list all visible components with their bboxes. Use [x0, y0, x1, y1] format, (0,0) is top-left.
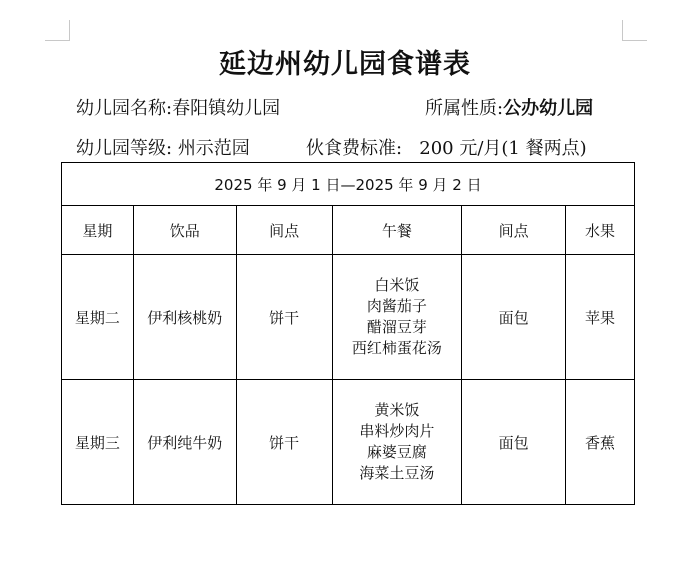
lunch-item: 白米饭 — [374, 276, 420, 294]
page-corner-mark-top-left — [45, 20, 70, 41]
fruit-cell: 香蕉 — [566, 380, 635, 505]
page-corner-mark-top-right — [622, 20, 647, 41]
header-lunch: 午餐 — [332, 206, 462, 255]
drink-cell: 伊利纯牛奶 — [133, 380, 236, 505]
table-row — [62, 380, 635, 505]
drink-cell: 伊利核桃奶 — [133, 255, 236, 380]
kindergarten-nature-line — [425, 94, 593, 120]
kindergarten-name-value: 春阳镇幼儿园 — [172, 98, 281, 119]
date-range-row — [62, 163, 635, 206]
lunch-cell — [332, 380, 462, 505]
menu-table — [61, 162, 635, 505]
kindergarten-level-label: 幼儿园等级: — [76, 138, 173, 159]
snack-1-cell: 饼干 — [236, 380, 332, 505]
kindergarten-level-line — [76, 134, 250, 160]
lunch-item: 麻婆豆腐 — [366, 443, 427, 461]
lunch-cell — [332, 255, 462, 380]
kindergarten-nature-label: 所属性质: — [425, 98, 504, 119]
weekday-cell: 星期二 — [62, 255, 134, 380]
lunch-item: 醋溜豆芽 — [366, 318, 427, 336]
weekday-cell: 星期三 — [62, 380, 134, 505]
header-snack-2: 间点 — [462, 206, 566, 255]
meal-fee-label: 伙食费标准: — [306, 138, 403, 159]
meal-fee-line — [306, 134, 587, 160]
header-weekday: 星期 — [62, 206, 134, 255]
meal-fee-value: 200 元/月(1 餐两点) — [419, 138, 587, 159]
header-drink: 饮品 — [133, 206, 236, 255]
snack-2-cell: 面包 — [462, 255, 566, 380]
lunch-item: 肉酱茄子 — [366, 297, 427, 315]
snack-1-cell: 饼干 — [236, 255, 332, 380]
lunch-item: 西红柿蛋花汤 — [351, 339, 442, 357]
lunch-item: 黄米饭 — [374, 401, 420, 419]
document-title: 延边州幼儿园食谱表 — [219, 49, 471, 80]
kindergarten-nature-value: 公办幼儿园 — [503, 98, 594, 119]
header-snack-1: 间点 — [236, 206, 332, 255]
kindergarten-name-line — [76, 94, 280, 120]
header-fruit: 水果 — [566, 206, 635, 255]
kindergarten-name-label: 幼儿园名称: — [76, 98, 173, 119]
kindergarten-level-value: 州示范园 — [177, 138, 250, 159]
lunch-item: 海菜土豆汤 — [359, 464, 435, 482]
lunch-item: 串料炒肉片 — [359, 422, 435, 440]
header-row — [62, 206, 635, 255]
snack-2-cell: 面包 — [462, 380, 566, 505]
fruit-cell: 苹果 — [566, 255, 635, 380]
table-row — [62, 255, 635, 380]
date-range-cell: 2025 年 9 月 1 日—2025 年 9 月 2 日 — [62, 163, 635, 206]
